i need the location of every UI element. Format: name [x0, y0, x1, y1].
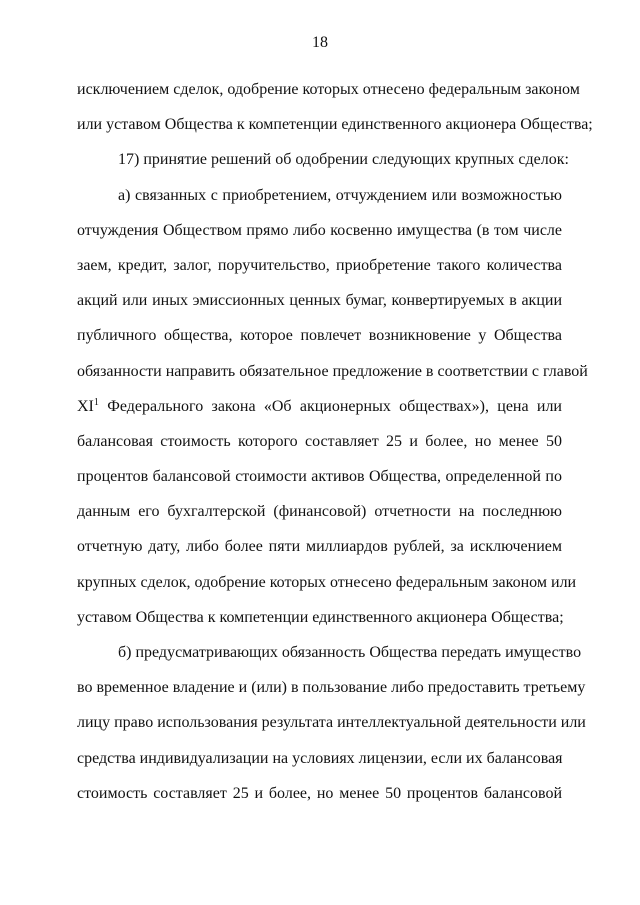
text-line: заем, кредит, залог, поручительство, приобретение такого количества	[77, 256, 562, 274]
text-line: исключением сделок, одобрение которых отнесено федеральным законом	[77, 81, 580, 98]
text-fragment: Федерального закона «Об акционерных обществах»), цена или	[98, 397, 562, 415]
paragraph-subitem-a	[77, 178, 588, 635]
text-line: или уставом Общества к компетенции единственного акционера Общества;	[77, 116, 593, 134]
text-line: средства индивидуализации на условиях лицензии, если их балансовая	[77, 749, 563, 767]
paragraph-item-17	[77, 142, 569, 177]
text-line: отчуждения Обществом прямо либо косвенно имущества (в том числе	[77, 221, 562, 239]
text-line: крупных сделок, одобрение которых отнесено федеральным законом или	[77, 573, 577, 591]
page-number: 18	[312, 34, 328, 51]
text-line: публичного общества, которое повлечет возникновение у Общества	[77, 327, 562, 345]
text-line: 17) принятие решений об одобрении следующих крупных сделок:	[118, 151, 569, 169]
text-line: лицу право использования результата интеллектуальной деятельности или	[77, 714, 586, 732]
text-line: процентов балансовой стоимости активов Общества, определенной по	[77, 468, 562, 486]
document-body	[77, 72, 593, 811]
text-line: стоимость составляет 25 и более, но менее 50 процентов балансовой	[77, 784, 562, 802]
superscript-index: 1	[93, 396, 99, 408]
paragraph-subitem-b	[77, 635, 586, 811]
paragraph-continuation	[77, 72, 593, 142]
text-line: отчетную дату, либо более пяти миллиардов рублей, за исключением	[77, 538, 562, 556]
text-line: б) предусматривающих обязанность Общества передать имущество	[118, 644, 582, 661]
text-line: во временное владение и (или) в пользование либо предоставить третьему	[77, 679, 586, 697]
text-line: уставом Общества к компетенции единственного акционера Общества;	[77, 608, 564, 626]
text-line-with-superscript	[77, 389, 562, 424]
text-line: а) связанных с приобретением, отчуждением или возможностью	[118, 186, 562, 204]
text-line: акций или иных эмиссионных ценных бумаг, конвертируемых в акции	[77, 292, 562, 310]
chapter-roman-numeral: XI	[77, 397, 94, 415]
text-line: данным его бухгалтерской (финансовой) отчетности на последнюю	[77, 503, 562, 521]
text-line: балансовая стоимость которого составляет 25 и более, но менее 50	[77, 432, 562, 450]
text-line: обязанности направить обязательное предложение в соответствии с главой	[77, 362, 588, 380]
